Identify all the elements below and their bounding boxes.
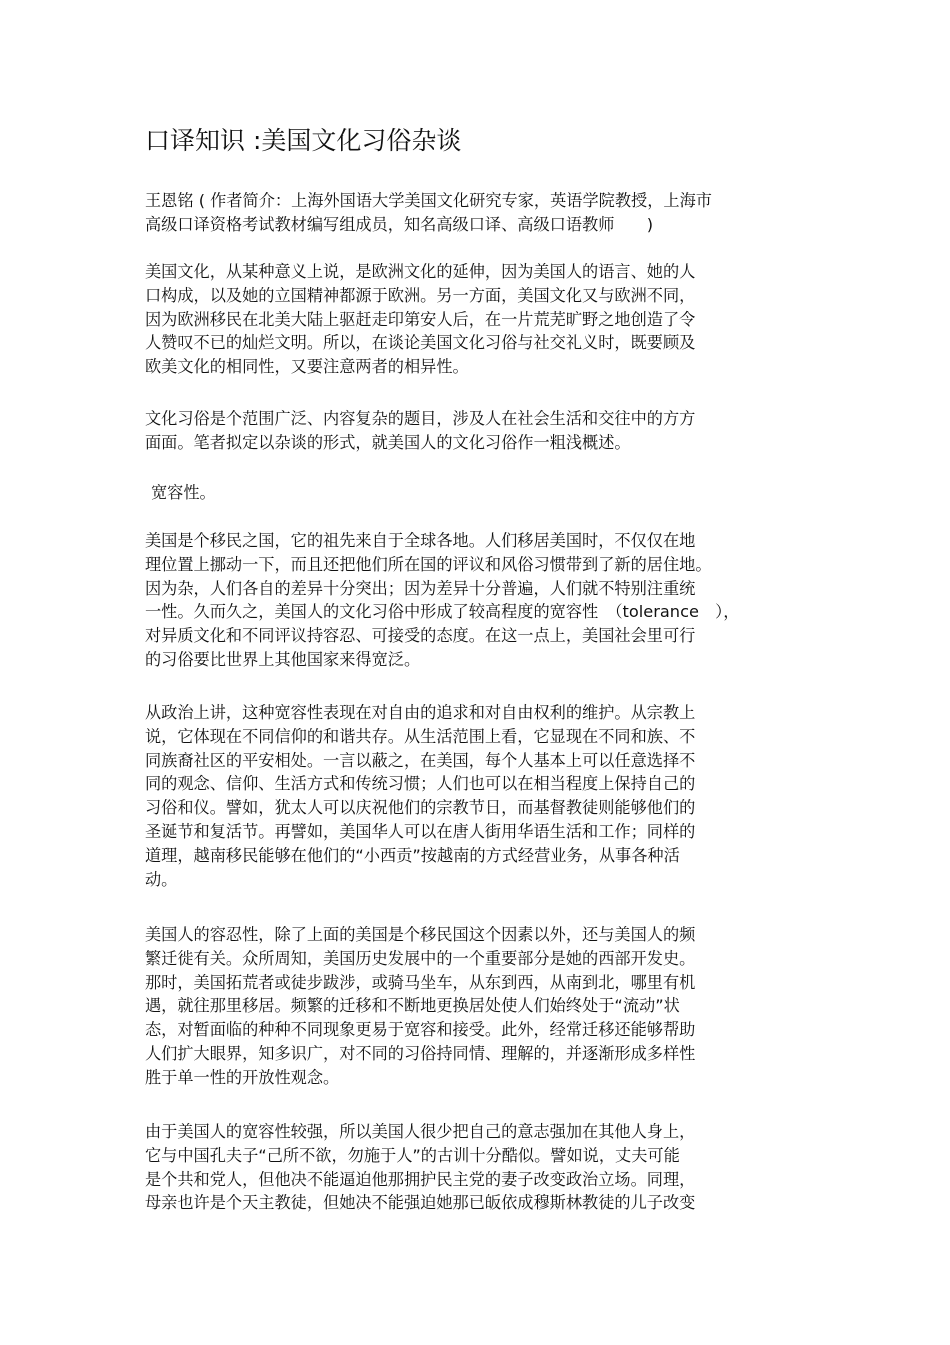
author-intro [145,189,712,237]
text-line: 同族裔社区的平安相处。一言以蔽之，在美国，每个人基本上可以任意选择不 [145,750,696,770]
text-line: 欧美文化的相同性，又要注意两者的相异性。 [145,357,469,377]
text-line: 动。 [145,869,178,889]
text-line: 高级口译资格考试教材编写组成员，知名高级口译、高级口语教师 ) [145,214,654,234]
text-line: 文化习俗是个范围广泛、内容复杂的题目，涉及人在社会生活和交往中的方方 [145,409,696,428]
text-line: 同的观念、信仰、生活方式和传统习惯；人们也可以在相当程度上保持自己的 [145,774,696,794]
text-line: 繁迁徙有关。众所周知，美国历史发展中的一个重要部分是她的西部开发史。 [145,948,696,968]
text-line: 人们扩大眼界，知多识广，对不同的习俗持同情、理解的，并逐渐形成多样性 [145,1043,696,1063]
text-line: 道理，越南移民能够在他们的“小西贡”按越南的方式经营业务，从事各种活 [145,845,680,865]
text-line: 胜于单一性的开放性观念。 [145,1067,340,1087]
text-line: 习俗和仪。譬如，犹太人可以庆祝他们的宗教节日，而基督教徒则能够他们的 [145,798,696,818]
paragraph-migration [145,923,695,1090]
text-line: 态，对暂面临的种种不同现象更易于宽容和接受。此外，经常迁移还能够帮助 [145,1020,696,1040]
text-line: 美国人的容忍性，除了上面的美国是个移民国这个因素以外，还与美国人的频 [145,925,696,944]
text-line: 因为杂，人们各自的差异十分突出；因为差异十分普遍，人们就不特别注重统 [145,578,696,598]
paragraph-politics-religion [145,701,695,891]
paragraph-tolerance-examples [145,1120,695,1215]
text-line: 说，它体现在不同信仰的和谐共存。从生活范围上看，它显现在不同和族、不 [145,726,696,746]
text-line: 口构成，以及她的立国精神都源于欧洲。另一方面，美国文化又与欧洲不同， [145,285,696,305]
text-line: 人赞叹不已的灿烂文明。所以，在谈论美国文化习俗与社交礼义时，既要顾及 [145,333,696,353]
section-heading: 宽容性。 [151,483,216,502]
text-line: 是个共和党人，但他决不能逼迫他那拥护民主党的妻子改变政治立场。同理， [145,1169,696,1189]
page-title: 口译知识 :美国文化习俗杂谈 [145,126,462,155]
text-line: 王恩铭 ( 作者简介：上海外国语大学美国文化研究专家，英语学院教授，上海市 [145,191,712,210]
text-line: 遇，就往那里移居。频繁的迁移和不断地更换居处使人们始终处于“流动”状 [145,996,680,1016]
paragraph-scope [145,407,695,455]
text-line: 美国是个移民之国，它的祖先来自于全球各地。人们移居美国时，不仅仅在地 [145,531,696,550]
text-line: 面面。笔者拟定以杂谈的形式，就美国人的文化习俗作一粗浅概述。 [145,432,631,452]
text-line: 圣诞节和复活节。再譬如，美国华人可以在唐人街用华语生活和工作；同样的 [145,821,696,841]
text-line: 理位置上挪动一下，而且还把他们所在国的评议和风俗习惯带到了新的居住地。 [145,554,712,574]
text-line: 由于美国人的宽容性较强，所以美国人很少把自己的意志强加在其他人身上， [145,1122,696,1141]
text-line: 母亲也许是个天主教徒，但她决不能强迫她那已皈依成穆斯林教徒的儿子改变 [145,1193,696,1213]
text-line: 的习俗要比世界上其他国家来得宽泛。 [145,649,421,669]
text-line: 它与中国孔夫子“己所不欲，勿施于人”的古训十分酷似。譬如说，丈夫可能 [145,1145,680,1165]
text-line: 那时，美国拓荒者或徒步跋涉，或骑马坐车，从东到西，从南到北，哪里有机 [145,972,696,992]
text-line: 一性。久而久之，美国人的文化习俗中形成了较高程度的宽容性 （tolerance ）， [145,602,740,622]
paragraph-immigrants [145,529,739,672]
paragraph-intro [145,260,695,379]
text-line: 从政治上讲，这种宽容性表现在对自由的追求和对自由权利的维护。从宗教上 [145,703,696,722]
text-line: 美国文化，从某种意义上说，是欧洲文化的延伸，因为美国人的语言、她的人 [145,262,696,281]
text-line: 对异质文化和不同评议持容忍、可接受的态度。在这一点上，美国社会里可行 [145,626,696,646]
text-line: 因为欧洲移民在北美大陆上驱赶走印第安人后，在一片荒芜旷野之地创造了令 [145,309,696,329]
